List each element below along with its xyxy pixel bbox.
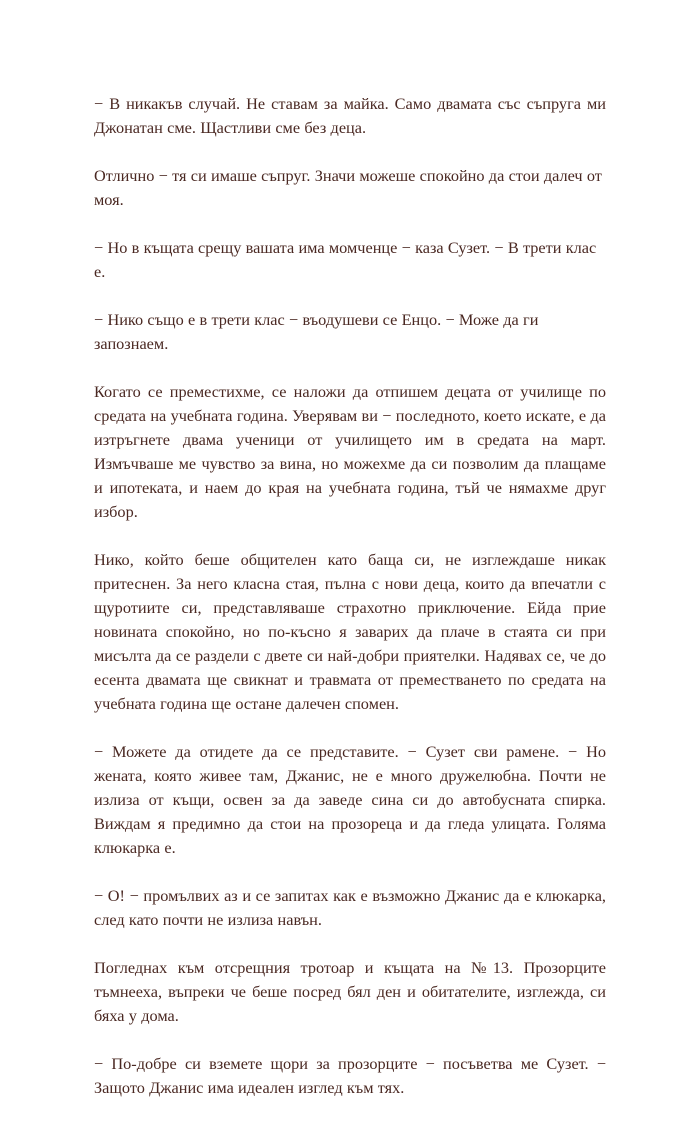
paragraph-8: − О! − промълвих аз и се запитах как е възможно Джанис да е клюкарка, след като почти не излиза навън. bbox=[94, 886, 606, 929]
paragraph-4: − Нико също е в трети клас − въодушеви се Енцо. − Може да ги запознаем. bbox=[94, 310, 539, 353]
paragraph-6: Нико, който беше общителен като баща си, не изглеждаше никак притеснен. За него класна стая, пълна с нови деца, които да впечатли с щуротиите си, представляваше страхотно приключение. Ейда прие новината спокойно, но по-късно я заварих да плаче в стаята си при мисълта да се раздели с двете си най-добри приятелки. Надявах се, че до есента двамата ще свикнат и травмата от преместването по средата на учебната година ще остане далечен спомен. bbox=[94, 550, 606, 713]
paragraph-3: − Но в къщата срещу вашата има момченце − каза Сузет. − В трети клас е. bbox=[94, 238, 597, 281]
paragraph-1: − В никакъв случай. Не ставам за майка. Само двамата със съпруга ми Джонатан сме. Щастливи сме без деца. bbox=[94, 94, 606, 137]
text-body bbox=[94, 92, 606, 1124]
paragraph-10: − По-добре си вземете щори за прозорците − посъветва ме Сузет. − Защото Джанис има идеален изглед към тях. bbox=[94, 1054, 606, 1097]
paragraph-2: Отлично − тя си имаше съпруг. Значи можеше спокойно да стои далеч от моя. bbox=[94, 166, 602, 209]
paragraph-7: − Можете да отидете да се представите. − Сузет сви рамене. − Но жената, която живее там, Джанис, не е много дружелюбна. Почти не излиза от къщи, освен за да заведе сина си до автобусната спирка. Виждам я предимно да стои на прозореца и да гледа улицата. Голяма клюкарка е. bbox=[94, 742, 606, 857]
paragraph-5: Когато се преместихме, се наложи да отпишем децата от училище по средата на учебната година. Уверявам ви − последното, което искате, е да изтръгнете двама ученици от училището им в средата на март. Измъчваше ме чувство за вина, но можехме да си позволим да плащаме и ипотеката, и наем до края на учебната година, тъй че нямахме друг избор. bbox=[94, 382, 606, 521]
paragraph-9: Погледнах към отсрещния тротоар и къщата на №13. Прозорците тъмнееха, въпреки че беше посред бял ден и обитателите, изглежда, си бяха у дома. bbox=[94, 958, 606, 1025]
